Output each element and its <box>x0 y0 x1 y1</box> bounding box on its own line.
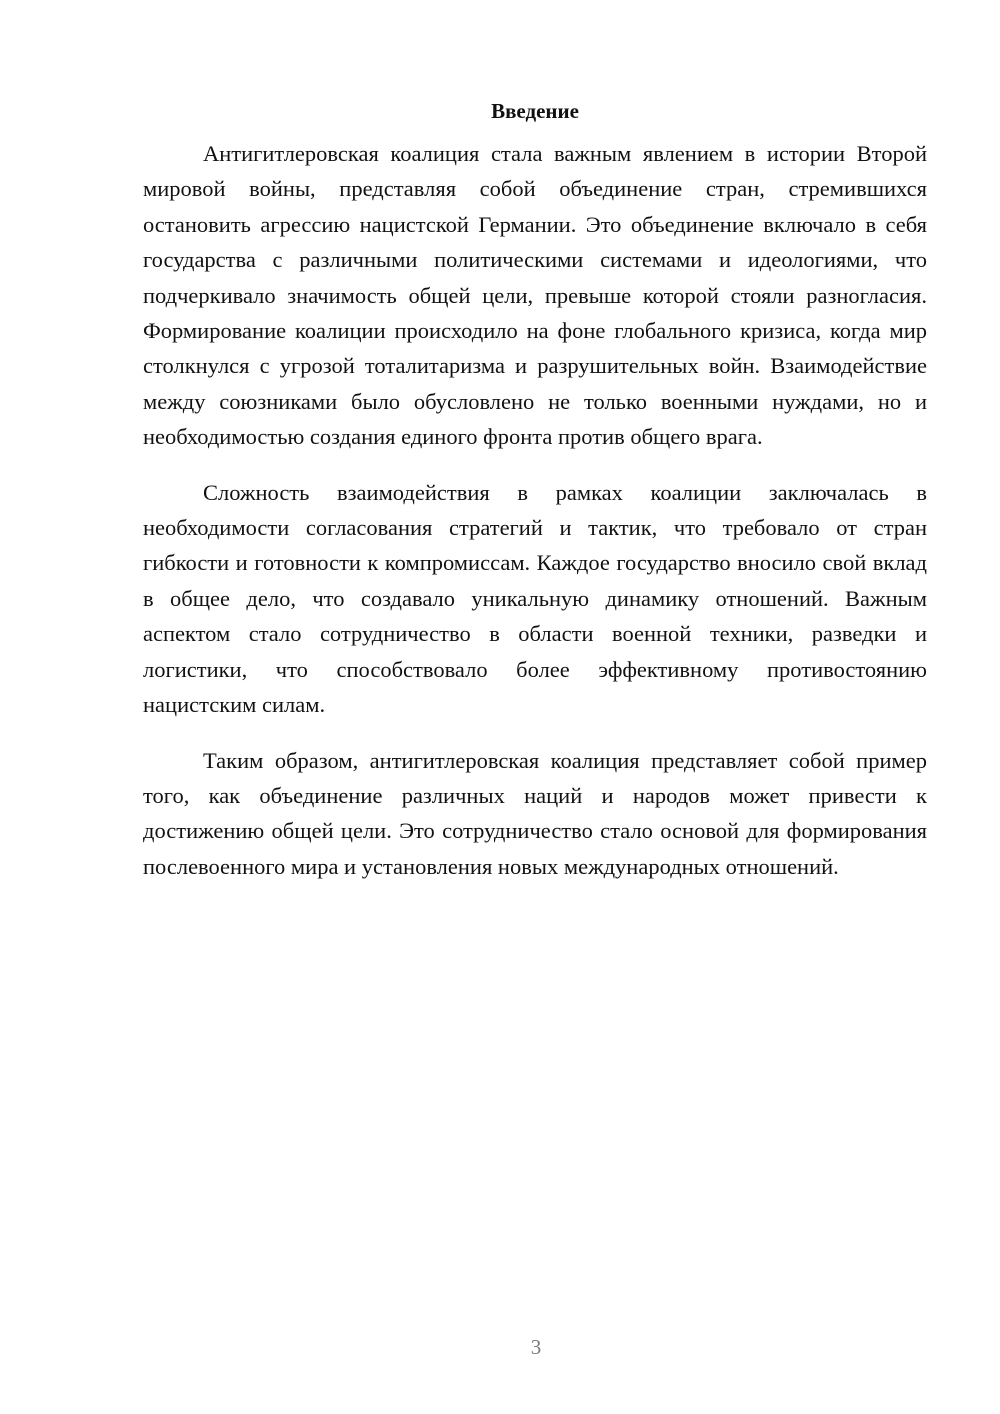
paragraph-2: Сложность взаимодействия в рамках коалиции заключалась в необходимости согласования стратегий и тактик, что требовало от стран гибкости и готовности к компромиссам. Каждое государство вносило свой вклад в общее дело, что создавало уникальную динамику отношений. Важным аспектом стало сотрудничество в области военной техники, разведки и логистики, что способствовало более эффективному противостоянию нацистским силам. <box>143 479 927 718</box>
section-heading: Введение <box>491 99 579 123</box>
paragraph-3: Таким образом, антигитлеровская коалиция представляет собой пример того, как объединение различных наций и народов может привести к достижению общей цели. Это сотрудничество стало основой для формирования послевоенного мира и установления новых международных отношений. <box>143 747 927 879</box>
page-number: 3 <box>530 1335 542 1359</box>
page-content <box>143 96 927 904</box>
paragraph-1: Антигитлеровская коалиция стала важным явлением в истории Второй мировой войны, представляя собой объединение стран, стремившихся остановить агрессию нацистской Германии. Это объединение включало в себя государства с различными политическими системами и идеологиями, что подчеркивало значимость общей цели, превыше которой стояли разногласия. Формирование коалиции происходило на фоне глобального кризиса, когда мир столкнулся с угрозой тоталитаризма и разрушительных войн. Взаимодействие между союзниками было обусловлено не только военными нуждами, но и необходимостью создания единого фронта против общего врага. <box>143 141 927 450</box>
